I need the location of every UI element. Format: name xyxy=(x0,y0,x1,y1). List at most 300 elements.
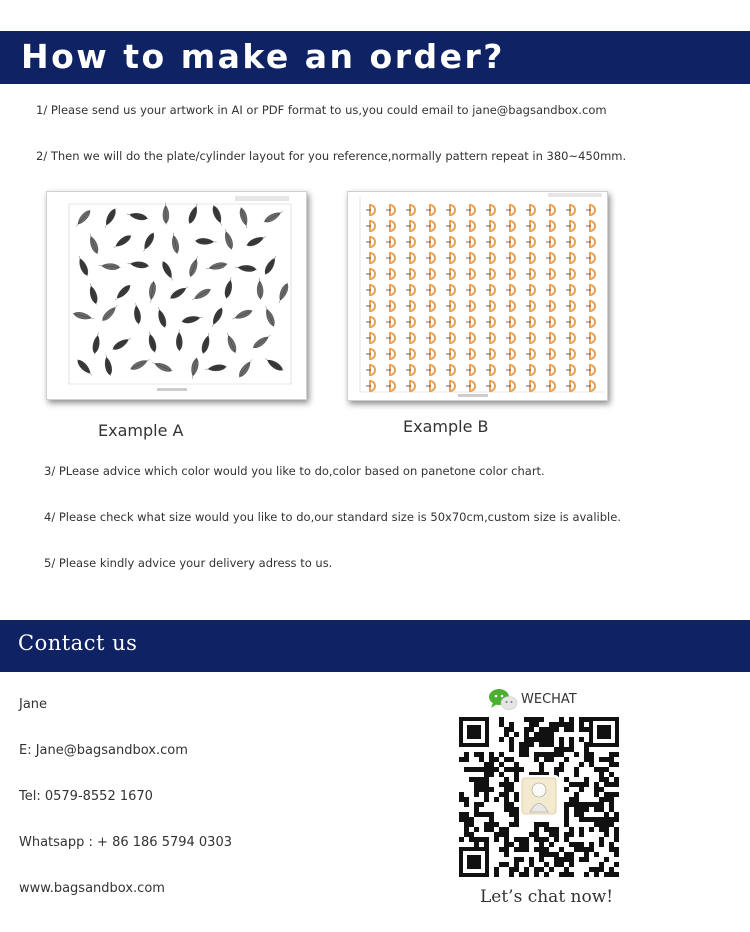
qr-module xyxy=(569,832,574,837)
qr-module xyxy=(604,767,609,772)
qr-module xyxy=(604,757,609,762)
qr-module xyxy=(539,867,544,872)
qr-module xyxy=(474,842,479,847)
qr-module xyxy=(604,812,609,817)
qr-module xyxy=(514,862,519,867)
qr-module xyxy=(579,812,584,817)
qr-module xyxy=(564,852,569,857)
qr-module xyxy=(609,797,614,802)
qr-module xyxy=(554,827,559,832)
qr-module xyxy=(609,842,614,847)
qr-module xyxy=(574,752,579,757)
qr-module xyxy=(609,792,614,797)
order-header-banner xyxy=(0,31,750,84)
qr-module xyxy=(514,762,519,767)
qr-module xyxy=(464,817,469,822)
contact-website[interactable]: www.bagsandbox.com xyxy=(19,881,165,896)
qr-module xyxy=(599,757,604,762)
qr-module xyxy=(519,742,524,747)
qr-module xyxy=(524,742,529,747)
qr-module xyxy=(564,787,569,792)
qr-module xyxy=(474,812,479,817)
qr-module xyxy=(604,792,609,797)
qr-module xyxy=(514,797,519,802)
qr-module xyxy=(599,862,604,867)
qr-module xyxy=(499,827,504,832)
qr-module xyxy=(549,832,554,837)
qr-module xyxy=(504,847,509,852)
qr-module xyxy=(614,872,619,877)
qr-module xyxy=(599,867,604,872)
qr-module xyxy=(484,772,489,777)
qr-module xyxy=(504,777,509,782)
qr-module xyxy=(474,807,479,812)
contact-email[interactable]: E: Jane@bagsandbox.com xyxy=(19,743,188,758)
qr-module xyxy=(549,842,554,847)
qr-module xyxy=(614,817,619,822)
qr-module xyxy=(544,822,549,827)
qr-module xyxy=(504,832,509,837)
qr-module xyxy=(509,747,514,752)
qr-module xyxy=(474,827,479,832)
example-b-image xyxy=(347,191,608,401)
qr-module xyxy=(574,842,579,847)
qr-module xyxy=(524,837,529,842)
qr-module xyxy=(529,862,534,867)
qr-module xyxy=(584,777,589,782)
qr-module xyxy=(539,822,544,827)
qr-module xyxy=(504,852,509,857)
qr-module xyxy=(529,737,534,742)
qr-module xyxy=(584,807,589,812)
feather-pattern xyxy=(47,192,306,399)
qr-module xyxy=(559,747,564,752)
qr-module xyxy=(539,842,544,847)
qr-module xyxy=(459,837,464,842)
qr-module xyxy=(509,737,514,742)
qr-module xyxy=(539,717,544,722)
qr-module xyxy=(459,817,464,822)
qr-module xyxy=(584,847,589,852)
example-a-image xyxy=(46,191,307,400)
qr-module xyxy=(584,757,589,762)
qr-module xyxy=(544,727,549,732)
step-4: 4/ Please check what size would you like to do,our standard size is 50x70cm,custom size is avalible. xyxy=(44,510,621,524)
qr-module xyxy=(534,752,539,757)
qr-module xyxy=(514,792,519,797)
qr-module xyxy=(589,827,594,832)
contact-title: Contact us xyxy=(18,631,138,655)
qr-module xyxy=(599,822,604,827)
qr-module xyxy=(569,722,574,727)
qr-module xyxy=(509,807,514,812)
qr-module xyxy=(524,732,529,737)
qr-module xyxy=(524,867,529,872)
qr-module xyxy=(594,767,599,772)
qr-module xyxy=(464,832,469,837)
qr-module xyxy=(564,872,569,877)
qr-module xyxy=(589,867,594,872)
qr-module xyxy=(579,762,584,767)
qr-module xyxy=(544,742,549,747)
qr-module xyxy=(509,742,514,747)
qr-module xyxy=(489,772,494,777)
qr-module xyxy=(584,857,589,862)
qr-module xyxy=(484,787,489,792)
qr-module xyxy=(494,837,499,842)
qr-module xyxy=(484,797,489,802)
qr-module xyxy=(519,857,524,862)
contact-tel: Tel: 0579-8552 1670 xyxy=(19,789,153,804)
qr-module xyxy=(514,777,519,782)
qr-module xyxy=(489,757,494,762)
qr-module xyxy=(564,817,569,822)
qr-module xyxy=(514,867,519,872)
qr-module xyxy=(474,837,479,842)
qr-module xyxy=(509,822,514,827)
qr-module xyxy=(464,767,469,772)
qr-module xyxy=(604,782,609,787)
qr-module xyxy=(529,727,534,732)
qr-module xyxy=(584,852,589,857)
qr-module xyxy=(524,727,529,732)
qr-module xyxy=(534,872,539,877)
qr-module xyxy=(549,827,554,832)
qr-module xyxy=(564,727,569,732)
qr-module xyxy=(609,847,614,852)
qr-module xyxy=(589,752,594,757)
qr-module xyxy=(464,757,469,762)
qr-module xyxy=(534,737,539,742)
qr-module xyxy=(609,867,614,872)
qr-module xyxy=(604,797,609,802)
qr-module xyxy=(569,857,574,862)
qr-module xyxy=(599,817,604,822)
qr-module xyxy=(594,807,599,812)
qr-module xyxy=(539,847,544,852)
step-1: 1/ Please send us your artwork in AI or PDF format to us,you could email to jane@bagsandbox.com xyxy=(36,103,607,117)
qr-module xyxy=(574,772,579,777)
qr-module xyxy=(524,717,529,722)
qr-module xyxy=(509,757,514,762)
qr-module xyxy=(559,767,564,772)
qr-module xyxy=(489,752,494,757)
qr-module xyxy=(574,782,579,787)
qr-module xyxy=(564,722,569,727)
qr-module xyxy=(474,792,479,797)
qr-module xyxy=(484,837,489,842)
qr-module xyxy=(509,802,514,807)
qr-module xyxy=(554,767,559,772)
qr-module xyxy=(509,812,514,817)
qr-module xyxy=(489,827,494,832)
qr-module xyxy=(554,832,559,837)
qr-module xyxy=(549,742,554,747)
qr-module xyxy=(574,792,579,797)
qr-module xyxy=(469,832,474,837)
qr-module xyxy=(559,872,564,877)
qr-module xyxy=(489,822,494,827)
chat-cta: Let’s chat now! xyxy=(480,887,614,907)
qr-module xyxy=(604,827,609,832)
qr-module xyxy=(594,817,599,822)
qr-module xyxy=(574,807,579,812)
qr-module xyxy=(564,812,569,817)
qr-module xyxy=(494,797,499,802)
qr-module xyxy=(579,802,584,807)
qr-module xyxy=(579,842,584,847)
qr-module xyxy=(539,767,544,772)
qr-module xyxy=(509,787,514,792)
qr-module xyxy=(534,832,539,837)
qr-module xyxy=(554,722,559,727)
qr-module xyxy=(614,762,619,767)
qr-module xyxy=(494,822,499,827)
qr-module xyxy=(514,772,519,777)
qr-module xyxy=(504,837,509,842)
qr-module xyxy=(589,817,594,822)
qr-module xyxy=(474,802,479,807)
qr-module xyxy=(549,757,554,762)
qr-module xyxy=(599,797,604,802)
qr-module xyxy=(504,757,509,762)
qr-module xyxy=(524,752,529,757)
qr-module xyxy=(524,737,529,742)
qr-module xyxy=(594,782,599,787)
qr-module xyxy=(594,792,599,797)
qr-module xyxy=(534,837,539,842)
qr-module xyxy=(469,837,474,842)
qr-module xyxy=(509,782,514,787)
qr-module xyxy=(534,722,539,727)
qr-module xyxy=(524,842,529,847)
qr-module xyxy=(594,822,599,827)
qr-module xyxy=(484,812,489,817)
qr-module xyxy=(584,782,589,787)
qr-module xyxy=(569,872,574,877)
qr-module xyxy=(559,717,564,722)
qr-module xyxy=(474,752,479,757)
qr-module xyxy=(564,857,569,862)
example-a-label: Example A xyxy=(98,421,184,440)
qr-module xyxy=(479,802,484,807)
example-b-label: Example B xyxy=(403,417,489,436)
qr-module xyxy=(459,792,464,797)
qr-module xyxy=(574,802,579,807)
qr-module xyxy=(524,847,529,852)
qr-module xyxy=(494,767,499,772)
qr-module xyxy=(609,752,614,757)
qr-module xyxy=(529,717,534,722)
qr-module xyxy=(534,867,539,872)
qr-module xyxy=(539,737,544,742)
qr-module xyxy=(474,767,479,772)
qr-module xyxy=(589,757,594,762)
qr-module xyxy=(564,757,569,762)
qr-module xyxy=(499,782,504,787)
qr-module xyxy=(519,747,524,752)
qr-module xyxy=(519,767,524,772)
qr-module xyxy=(569,717,574,722)
qr-module xyxy=(509,727,514,732)
qr-module xyxy=(569,737,574,742)
qr-module xyxy=(534,717,539,722)
qr-module xyxy=(599,787,604,792)
qr-module xyxy=(564,822,569,827)
qr-module xyxy=(494,757,499,762)
qr-module xyxy=(484,822,489,827)
qr-module xyxy=(534,732,539,737)
qr-module xyxy=(469,767,474,772)
qr-module xyxy=(504,802,509,807)
qr-module xyxy=(499,862,504,867)
qr-module xyxy=(564,777,569,782)
qr-module xyxy=(584,872,589,877)
qr-module xyxy=(564,832,569,837)
qr-module xyxy=(519,872,524,877)
qr-module xyxy=(459,812,464,817)
qr-module xyxy=(579,787,584,792)
qr-module xyxy=(549,727,554,732)
qr-module xyxy=(519,842,524,847)
qr-module xyxy=(514,847,519,852)
qr-code-image[interactable] xyxy=(459,717,619,877)
qr-module xyxy=(464,822,469,827)
qr-module xyxy=(489,817,494,822)
step-3: 3/ PLease advice which color would you like to do,color based on panetone color chart. xyxy=(44,464,545,478)
qr-module xyxy=(589,842,594,847)
qr-module xyxy=(539,727,544,732)
qr-module xyxy=(534,822,539,827)
qr-module xyxy=(494,872,499,877)
qr-module xyxy=(499,752,504,757)
qr-module xyxy=(484,782,489,787)
qr-module xyxy=(604,817,609,822)
qr-module xyxy=(479,782,484,787)
qr-module xyxy=(564,837,569,842)
qr-module xyxy=(464,827,469,832)
qr-module xyxy=(519,847,524,852)
qr-module xyxy=(604,857,609,862)
qr-module xyxy=(564,807,569,812)
qr-module xyxy=(584,802,589,807)
qr-module xyxy=(504,767,509,772)
qr-module xyxy=(549,722,554,727)
qr-module xyxy=(614,782,619,787)
qr-module xyxy=(504,807,509,812)
qr-module xyxy=(584,727,589,732)
qr-module xyxy=(464,812,469,817)
qr-module xyxy=(614,832,619,837)
qr-module xyxy=(584,717,589,722)
qr-module xyxy=(544,827,549,832)
qr-module xyxy=(464,797,469,802)
qr-module xyxy=(514,807,519,812)
qr-module xyxy=(544,757,549,762)
qr-module xyxy=(614,792,619,797)
qr-module xyxy=(514,732,519,737)
step-2: 2/ Then we will do the plate/cylinder layout for you reference,normally pattern repeat in 380~450mm. xyxy=(36,149,627,163)
qr-module xyxy=(574,812,579,817)
qr-module xyxy=(569,747,574,752)
qr-module xyxy=(469,822,474,827)
qr-module xyxy=(494,867,499,872)
qr-module xyxy=(509,867,514,872)
qr-module xyxy=(584,747,589,752)
qr-module xyxy=(609,757,614,762)
qr-module xyxy=(509,842,514,847)
qr-module xyxy=(509,872,514,877)
qr-module xyxy=(569,852,574,857)
qr-module xyxy=(559,762,564,767)
qr-module xyxy=(549,732,554,737)
qr-module xyxy=(559,847,564,852)
qr-module xyxy=(464,752,469,757)
qr-module xyxy=(569,742,574,747)
qr-module xyxy=(479,767,484,772)
qr-module xyxy=(504,792,509,797)
qr-module xyxy=(479,757,484,762)
qr-module xyxy=(609,782,614,787)
qr-module xyxy=(529,722,534,727)
qr-module xyxy=(504,727,509,732)
qr-module xyxy=(504,787,509,792)
qr-module xyxy=(564,802,569,807)
qr-module xyxy=(554,852,559,857)
qr-module xyxy=(459,797,464,802)
qr-module xyxy=(499,832,504,837)
qr-module xyxy=(559,862,564,867)
qr-module xyxy=(524,872,529,877)
qr-module xyxy=(574,847,579,852)
qr-module xyxy=(609,772,614,777)
qr-module xyxy=(539,852,544,857)
qr-module xyxy=(589,802,594,807)
qr-module xyxy=(474,787,479,792)
qr-module xyxy=(579,722,584,727)
qr-module xyxy=(569,802,574,807)
qr-module xyxy=(544,872,549,877)
qr-module xyxy=(554,747,559,752)
qr-module xyxy=(599,777,604,782)
qr-module xyxy=(459,757,464,762)
qr-module xyxy=(539,857,544,862)
qr-module xyxy=(609,872,614,877)
qr-module xyxy=(499,792,504,797)
qr-module xyxy=(499,717,504,722)
qr-module xyxy=(484,827,489,832)
contact-name: Jane xyxy=(19,697,48,712)
qr-module xyxy=(579,832,584,837)
qr-module xyxy=(614,752,619,757)
qr-module xyxy=(539,732,544,737)
qr-module xyxy=(594,802,599,807)
qr-module xyxy=(514,767,519,772)
qr-module xyxy=(569,827,574,832)
qr-module xyxy=(594,867,599,872)
qr-module xyxy=(559,752,564,757)
qr-module xyxy=(579,817,584,822)
qr-module xyxy=(609,762,614,767)
qr-module xyxy=(579,827,584,832)
qr-module xyxy=(599,842,604,847)
qr-module xyxy=(489,812,494,817)
qr-module xyxy=(609,807,614,812)
qr-module xyxy=(599,772,604,777)
qr-module xyxy=(614,827,619,832)
qr-module xyxy=(554,862,559,867)
qr-module xyxy=(514,812,519,817)
